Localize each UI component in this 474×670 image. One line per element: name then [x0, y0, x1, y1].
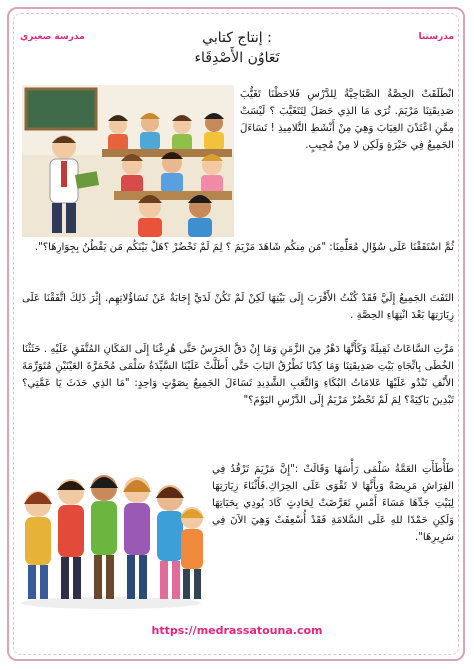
- story-paragraph-1: انْطَلَقَتْ الحِصَّةُ الصَّبَاحِيَّةُ لِلدَّرْسِ فَلاحَظْنَا تَغَيُّبَ صَدِيقَتِنَا مَرْيَمَ. تُرَى مَا الذِي حَصَلَ لِتَتَغَيَّبَ ؟ لَيْسَتْ مِمَّنِ اعْتَدْنَ الغِيَابَ وَهِيَ مِنْ أَنْشَطِ التَّلامِيذِ ! تَسَاءَلَ الجَمِيعُ فِي حَيْرَةٍ وَلَكِن لا مِنْ مُجِيبٍ.: [240, 89, 454, 151]
- school-label-right: مدرستنا: [418, 32, 454, 42]
- story-paragraph-5: طَأْطَأَتِ العَمَّةُ سَلْمَى رَأْسَهَا وَقَالَتْ :"إِنَّ مَرْيَمَ تَرْقُدُ فِي الفِرَاشِ مَرِيضَةً وَبِأَنَّهَا لا تَقْوَى عَلَى الحِرَاكِ.فَأَثْنَاءَ زِيَارَتِهَا لِبَيْتِ جَدِّهَا مَسَاءَ أَمْسِ تَعَرَّضَتْ لِحَادِثٍ كَادَ يُودِي بِحَيَاتِهَا وَلَكِنِ حَمْدًا للهِ عَلَى السَّلامَةِ فَقَدْ أُسْعِفَتْ وَهِيَ الآنَ فِي سَرِيرِهَا".: [212, 464, 454, 543]
- title-line-1: إنتاج كتابي :: [202, 30, 272, 46]
- title-line-2: تَعَاوُن الأَصْدِقَاء: [194, 50, 280, 66]
- school-label-left: مدرسة صغيري: [20, 32, 85, 42]
- classroom-illustration: [22, 85, 234, 237]
- story-paragraph-4: مَرَّتِ السَّاعَاتُ ثَقِيلَةً وَكَأَنَّهَا دَهْرٌ مِنَ الزَّمَنِ وَمَا إِنْ دَقَّ الجَرَسُ حَتَّى هُرِعْنَا إِلَى المَكَانِ المُتَّفَقِ عَلَيْهِ . حَثَثْنَا الخُطَى بِاتِّجَاهِ بَيْتِ صَدِيقَتِنَا وَمَا كِدْنَا نَطْرُقُ البَابَ حَتَّى أَطَلَّتْ عَلَيْنَا السَّيِّدَةُ سَلْمَى مُحْمَرَّةَ العَيْنَيْنِ مُتَوَرِّمَةَ الأَنْفِ تَبْدُو عَلَيْهَا عَلامَاتُ البُكَاءِ وَالتَّعَبِ الشَّدِيدِ تَسَاءَلَ الجَمِيعُ بِصَوْتٍ وَاحِدٍ: "مَا الذِي حَدَثَ يَا عَمَّتِي؟ تَبْدِينَ بَاكِيَةً؟ لِمَ لَمْ تَحْضُرْ مَرْيَمُ إِلَى الدَّرْسِ اليَوْمَ؟": [22, 344, 454, 406]
- children-illustration: [16, 460, 206, 610]
- website-url: https://medrassatouna.com: [151, 624, 323, 637]
- story-paragraph-3: التَفَتَ الجَمِيعُ إِلَيَّ فَقَدْ كُنْتُ الأَقْرَبَ إِلَى بَيْتِهَا لَكِنْ لَمْ تَكُنْ لَدَيَّ إِجَابَةٌ عَنْ تَسَاؤُلاتِهِم. إِثْرَ ذَلِكَ اتَّفَقْنَا عَلَى زِيَارَتِهَا بَعْدَ انْتِهَاءِ الحِصَّةِ .: [22, 293, 454, 321]
- story-paragraph-2: ثُمَّ اسْتَفَقْنَا عَلَى سُؤَالِ مُعَلِّمِنَا: "مَن مِنكُم شَاهَدَ مَرْيَمَ ؟ لِمَ لَمْ تَحْضُرْ ؟هَلْ بَيْنَكُم مَن يَقْطُنُ بِجِوَارِهَا؟".: [34, 242, 454, 253]
